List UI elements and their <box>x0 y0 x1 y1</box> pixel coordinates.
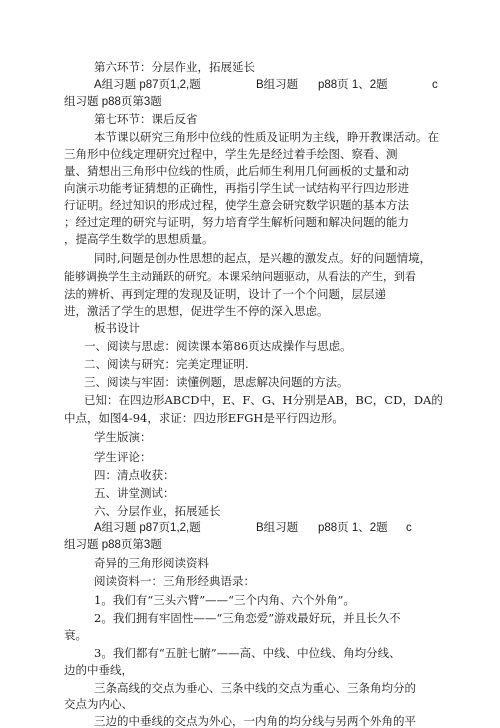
homework-group-c-letter: c <box>406 522 412 534</box>
paragraph-line: 量、猜想出三角形中位线的性质，此后师生利用几何画板的丈量和动 <box>64 164 409 178</box>
reading-title: 奇异的三角形阅读资料 <box>94 556 209 570</box>
paragraph-line: 进，激活了学生的思想，促进学生不停的深入思虑。 <box>64 304 329 318</box>
quote-line: 交点为内心、 <box>64 697 133 711</box>
quote-line: 边的中垂线， <box>64 663 133 677</box>
paragraph-line: ，提高学生数学的思想质量。 <box>64 232 214 246</box>
paragraph-line: 三角形中位线定理研究过程中，学生先是经过着手绘图、察看、测 <box>64 147 398 161</box>
homework-group-b: B组习题 <box>256 79 299 91</box>
homework-group-c-letter: c <box>432 79 438 91</box>
student-demo: 学生版演： <box>94 430 152 444</box>
example-problem-line: 中点，如图4-94，求证：四边形EFGH是平行四边形。 <box>64 411 344 425</box>
board-item-2: 二、阅读与研究：完美定理证明. <box>84 357 249 371</box>
homework-group-b-pages: p88页 1、2题 <box>318 79 388 91</box>
homework-group-a: A组习题 p87页1,2,题 <box>94 79 201 91</box>
class-test: 五、讲堂测试： <box>94 486 175 500</box>
homework-group-a: A组习题 p87页1,2,题 <box>94 522 201 534</box>
board-design-heading: 板书设计 <box>94 321 140 335</box>
quote-line: 三边的中垂线的交点为外心，一内角的均分线与另两个外角的平 <box>94 714 416 728</box>
section-heading-7: 第七环节：课后反省 <box>94 112 198 126</box>
quote-line: 1。我们有“三头六臂”——“三个内角、六个外角”。 <box>94 593 355 607</box>
paragraph-line: 本节课以研究三角形中位线的性质及证明为主线，睁开教课活动。在 <box>94 130 439 144</box>
paragraph-line: 法的辨析、再到定理的发现及证明，设计了一个个问题，层层递 <box>64 287 386 301</box>
quote-line: 衰。 <box>64 628 87 642</box>
paragraph-line: 向演示功能考证猜想的正确性，再指引学生试一试结构平行四边形进 <box>64 181 409 195</box>
quote-line: 3。我们都有“五脏七腑”——高、中线、中位线、角均分线、 <box>94 646 401 660</box>
homework-heading: 六、分层作业，拓展延长 <box>94 504 221 518</box>
quote-line: 三条高线的交点为垂心、三条中线的交点为重心、三条角均分的 <box>94 681 416 695</box>
quote-line: 2。我们拥有牢固性——“三角恋爱”游戏最好玩，并且长久不 <box>94 611 401 625</box>
student-comment: 学生评论： <box>94 450 152 464</box>
section-heading-6: 第六环节：分层作业，拓展延长 <box>94 60 255 74</box>
homework-group-c: 组习题 p88页第3题 <box>64 539 162 551</box>
reading-subtitle: 阅读资料一：三角形经典语录： <box>94 574 255 588</box>
board-item-3: 三、阅读与牢固：读懂例题，思虑解决问题的方法。 <box>84 375 349 389</box>
paragraph-line: ；经过定理的研究与证明，努力培育学生解析问题和解决问题的能力 <box>64 215 409 229</box>
homework-group-c: 组习题 p88页第3题 <box>64 96 162 108</box>
example-problem-line: 已知：在四边形ABCD中，E、F、G、H分别是AB，BC，CD，DA的 <box>84 393 443 407</box>
paragraph-line: 同时,问题是创办性思想的起点，是兴趣的激发点。好的问题情境， <box>94 251 432 265</box>
board-item-1: 一、阅读与思虑：阅读课本第86页达成操作与思虑。 <box>84 339 352 353</box>
paragraph-line: 行证明。经过知识的形成过程，使学生意会研究数学识题的基本方法 <box>64 198 409 212</box>
summary-step: 四：清点收获： <box>94 468 175 482</box>
homework-group-b: B组习题 <box>256 522 299 534</box>
paragraph-line: 能够调换学生主动踊跃的研究。本课采纳问题驱动，从看法的产生，到看 <box>64 270 416 283</box>
homework-group-b-pages: p88页 1、2题 <box>318 522 388 534</box>
